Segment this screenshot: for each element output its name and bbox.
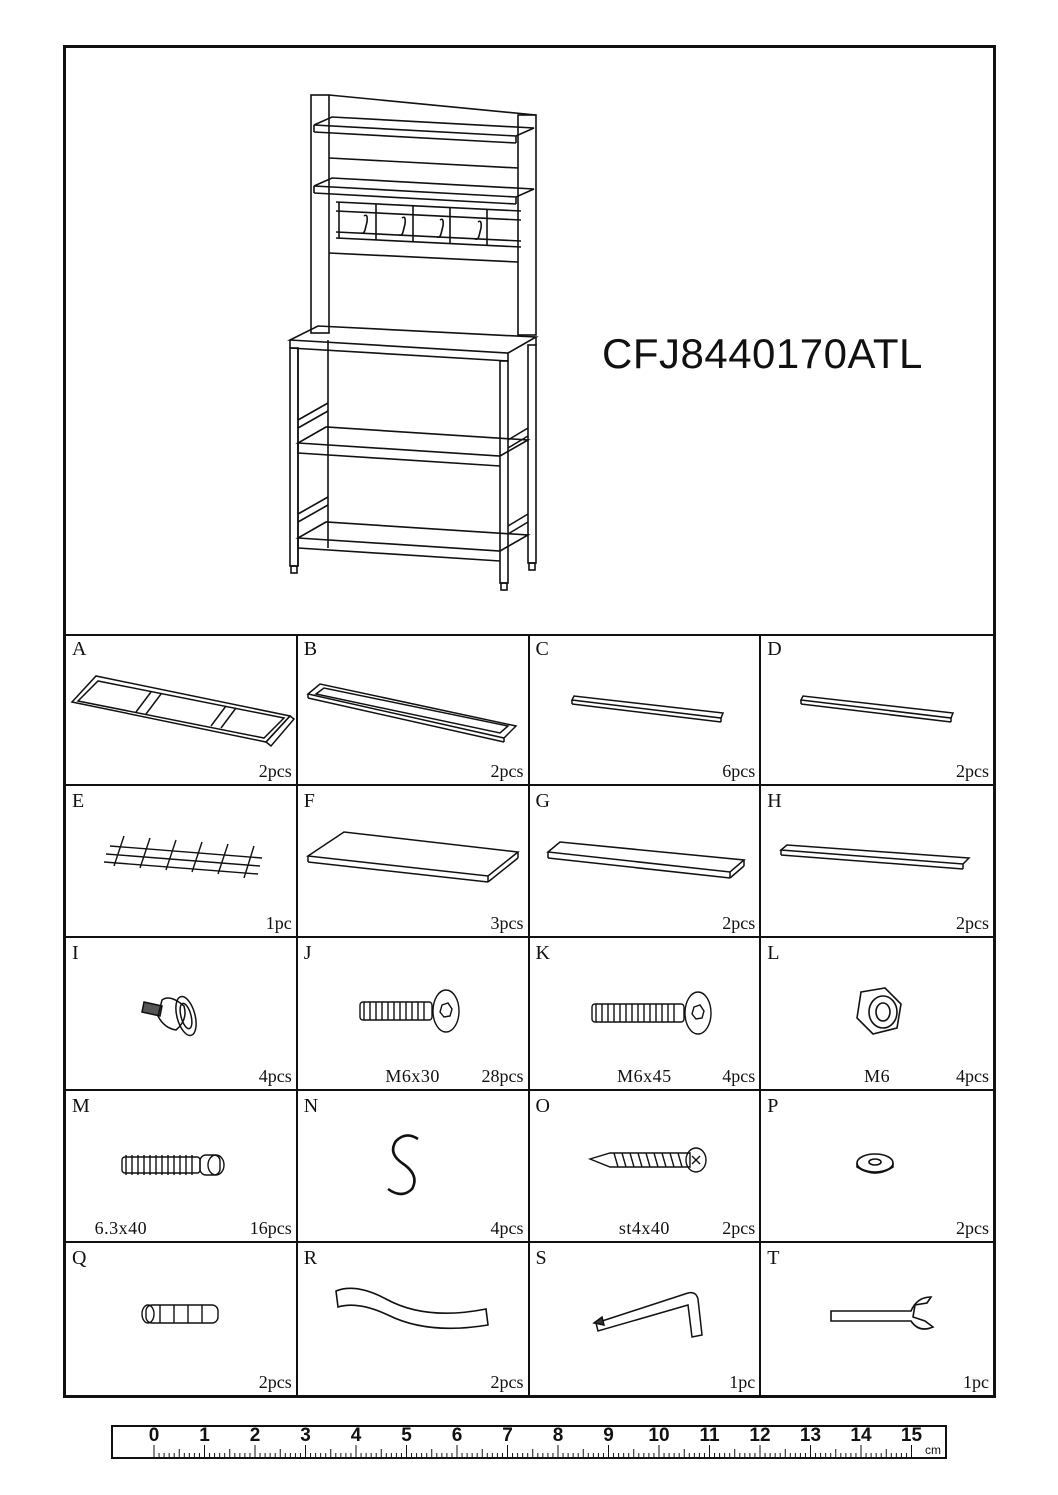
- page-frame: [63, 45, 996, 1398]
- part-letter: L: [767, 942, 780, 965]
- ruler-number: 10: [648, 1425, 670, 1446]
- part-cell-f: [298, 786, 530, 938]
- part-cell-t: [761, 1243, 993, 1395]
- ruler-number: 7: [502, 1425, 513, 1446]
- part-qty: 2pcs: [258, 761, 292, 782]
- part-qty: 2pcs: [722, 1217, 756, 1238]
- ruler-unit: cm: [925, 1443, 941, 1457]
- part-qty: 1pc: [265, 913, 292, 934]
- part-qty: 2pcs: [956, 913, 989, 934]
- model-number: CFJ8440170ATL: [602, 330, 923, 377]
- part-qty: 16pcs: [249, 1217, 292, 1238]
- part-cell-b: [298, 634, 530, 786]
- grid-rack-icon: [66, 786, 296, 938]
- part-letter: R: [303, 1246, 318, 1269]
- part-letter: T: [767, 1246, 780, 1269]
- part-qty: 2pcs: [956, 761, 989, 782]
- part-qty: 2pcs: [722, 913, 756, 934]
- part-letter: G: [535, 790, 550, 813]
- part-qty: 4pcs: [722, 1065, 756, 1086]
- part-size: 6.3x40: [94, 1217, 148, 1238]
- part-cell-g: [530, 786, 762, 938]
- part-qty: 2pcs: [490, 1371, 524, 1392]
- part-qty: 2pcs: [490, 761, 524, 782]
- parts-grid: [66, 634, 993, 1395]
- part-letter: B: [303, 638, 318, 660]
- ruler-number: 8: [552, 1425, 564, 1446]
- part-letter: J: [303, 942, 312, 965]
- part-letter: H: [767, 790, 782, 813]
- part-cell-c: [530, 634, 762, 786]
- part-cell-r: [298, 1243, 530, 1395]
- product-illustration-panel: [66, 48, 993, 636]
- ruler-number: 0: [148, 1425, 160, 1446]
- part-letter: M: [72, 1094, 90, 1117]
- ruler-number: 1: [199, 1425, 210, 1446]
- part-cell-o: [530, 1091, 762, 1243]
- part-qty: 2pcs: [956, 1217, 989, 1238]
- part-cell-k: [530, 938, 762, 1090]
- part-qty: 4pcs: [490, 1217, 524, 1238]
- part-cell-e: [66, 786, 298, 938]
- part-letter: K: [535, 942, 550, 965]
- part-qty: 3pcs: [490, 913, 524, 934]
- part-cell-a: [66, 634, 298, 786]
- part-cell-l: [761, 938, 993, 1090]
- part-letter: Q: [72, 1246, 87, 1269]
- part-letter: S: [535, 1246, 547, 1269]
- ruler-number: 13: [799, 1425, 822, 1446]
- part-cell-d: [761, 634, 993, 786]
- part-qty: 28pcs: [481, 1065, 524, 1086]
- part-qty: 2pcs: [258, 1371, 292, 1392]
- measurement-ruler: [111, 1425, 947, 1459]
- part-letter: E: [72, 790, 85, 813]
- part-cell-m: [66, 1091, 298, 1243]
- wrench-icon: [761, 1243, 991, 1395]
- part-qty: 1pc: [963, 1371, 989, 1392]
- ruler-number: 14: [850, 1425, 872, 1446]
- ruler-number: 4: [350, 1425, 362, 1446]
- part-cell-i: [66, 938, 298, 1090]
- part-size: st4x40: [618, 1217, 670, 1238]
- part-cell-q: [66, 1243, 298, 1395]
- part-qty: 6pcs: [722, 761, 756, 782]
- part-letter: C: [535, 638, 549, 660]
- part-cell-s: [530, 1243, 762, 1395]
- ruler-number: 5: [401, 1425, 412, 1446]
- part-qty: 1pc: [729, 1371, 756, 1392]
- part-size: M6: [864, 1065, 891, 1086]
- part-letter: O: [535, 1094, 550, 1117]
- ruler-number: 3: [300, 1425, 311, 1446]
- part-size: M6x45: [617, 1065, 672, 1086]
- ruler-number: 11: [699, 1425, 720, 1446]
- part-cell-j: [298, 938, 530, 1090]
- part-cell-n: [298, 1091, 530, 1243]
- part-letter: N: [303, 1094, 319, 1117]
- part-size: M6x30: [385, 1065, 440, 1086]
- part-qty: 4pcs: [258, 1065, 292, 1086]
- allen-key-icon: [530, 1243, 760, 1395]
- ruler-number: 9: [603, 1425, 614, 1446]
- ruler-number: 12: [749, 1425, 771, 1446]
- part-letter: I: [72, 942, 79, 965]
- ruler-number: 6: [451, 1425, 463, 1446]
- part-qty: 4pcs: [956, 1065, 989, 1086]
- ruler-ticks: [113, 1427, 949, 1461]
- part-letter: F: [303, 790, 315, 813]
- part-letter: P: [767, 1094, 779, 1117]
- part-letter: D: [767, 638, 782, 660]
- part-letter: A: [72, 638, 87, 660]
- ruler-number: 2: [249, 1425, 261, 1446]
- ruler-number: 15: [900, 1425, 923, 1446]
- part-cell-p: [761, 1091, 993, 1243]
- part-cell-h: [761, 786, 993, 938]
